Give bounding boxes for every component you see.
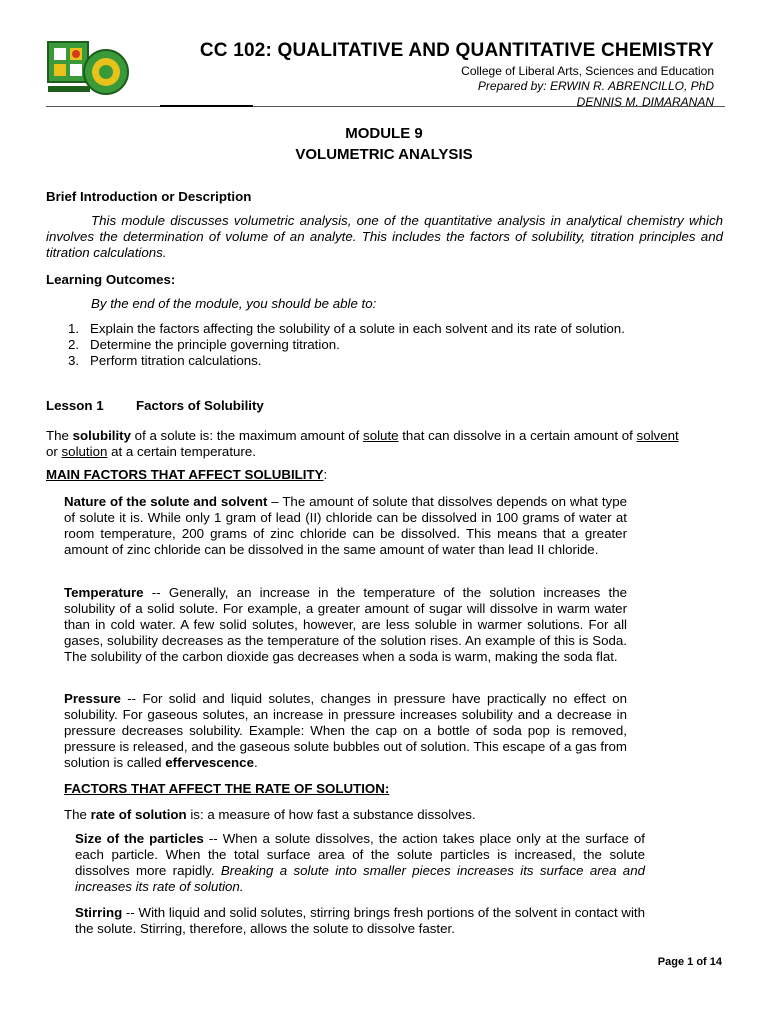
header-divider <box>46 106 725 107</box>
factor-particle-size: Size of the particles -- When a solute dissolves, the action takes place only at the surface of each particle. When the total surface area of the solute particles is increased, the solute dissolves more rapidly. Breaking a solute into smaller pieces increases its surface area and increases its rate of solution. <box>75 831 645 894</box>
intro-heading: Brief Introduction or Description <box>46 189 252 204</box>
outcomes-lead: By the end of the module, you should be able to: <box>91 296 377 311</box>
outcomes-heading: Learning Outcomes: <box>46 272 176 287</box>
lesson-label: Lesson 1 <box>46 398 104 413</box>
outcomes-list <box>68 321 728 369</box>
list-item: 2. Determine the principle governing titration. <box>68 337 340 352</box>
rate-factors-heading: FACTORS THAT AFFECT THE RATE OF SOLUTION: <box>64 781 390 796</box>
college-name: College of Liberal Arts, Sciences and Education <box>461 64 714 78</box>
factor-nature: Nature of the solute and solvent – The amount of solute that dissolves depends on what type of solute it is. While only 1 gram of lead (II) chloride can be dissolved in 100 grams of water at room temperature, 200 grams of zinc chloride can be dissolved. This means that a greater amount of zinc chloride can be dissolved in the same amount of water than lead II chloride. <box>64 494 627 557</box>
factor-pressure: Pressure -- For solid and liquid solutes, changes in pressure have practically no effect on solubility. For gaseous solutes, an increase in pressure increases solubility and a decrease in pressure decreases solubility. Example: When the cap on a bottle of soda pop is removed, pressure is released, and the gaseous solute bubbles out of solution. This escape of a gas from solution is called effervescence. <box>64 691 627 770</box>
page-number: Page 1 of 14 <box>657 956 722 968</box>
factor-temperature: Temperature -- Generally, an increase in the temperature of the solution increases the solubility of a solid solute. For example, a greater amount of sugar will dissolve in warm water than in cold water. A few solid solutes, however, are less soluble in warmer solutions. For all gases, solubility decreases as the temperature of the solution rises. An example of this is Soda. The solubility of the carbon dioxide gas decreases when a soda is warm, making the soda flat. <box>64 585 627 664</box>
course-title: CC 102: QUALITATIVE AND QUANTITATIVE CHEMISTRY <box>199 40 714 61</box>
college-logo <box>46 40 134 98</box>
header-divider-accent <box>160 105 253 107</box>
list-item: 3. Perform titration calculations. <box>68 353 262 368</box>
list-item: 1. Explain the factors affecting the solubility of a solute in each solvent and its rate of solution. <box>68 321 625 336</box>
lesson-title: Factors of Solubility <box>136 398 264 413</box>
co-author: DENNIS M. DIMARANAN <box>576 95 714 109</box>
prepared-by: Prepared by: ERWIN R. ABRENCILLO, PhD <box>477 79 714 93</box>
factor-stirring: Stirring -- With liquid and solid solutes, stirring brings fresh portions of the solvent in contact with the solute. Stirring, therefore, allows the solute to dissolve faster. <box>75 905 645 936</box>
main-factors-heading: MAIN FACTORS THAT AFFECT SOLUBILITY: <box>46 467 328 482</box>
module-number: MODULE 9 <box>345 125 423 142</box>
solubility-definition: The solubility of a solute is: the maximum amount of solute that can dissolve in a certain amount of solvent or solution at a certain temperature. <box>46 428 679 459</box>
module-title: VOLUMETRIC ANALYSIS <box>295 146 473 163</box>
rate-definition: The rate of solution is: a measure of how fast a substance dissolves. <box>64 807 476 822</box>
intro-text: This module discusses volumetric analysis, one of the quantitative analysis in analytical chemistry which involves the determination of volume of an analyte. This includes the factors of solubility, titration principles and titration calculations. <box>46 213 723 260</box>
